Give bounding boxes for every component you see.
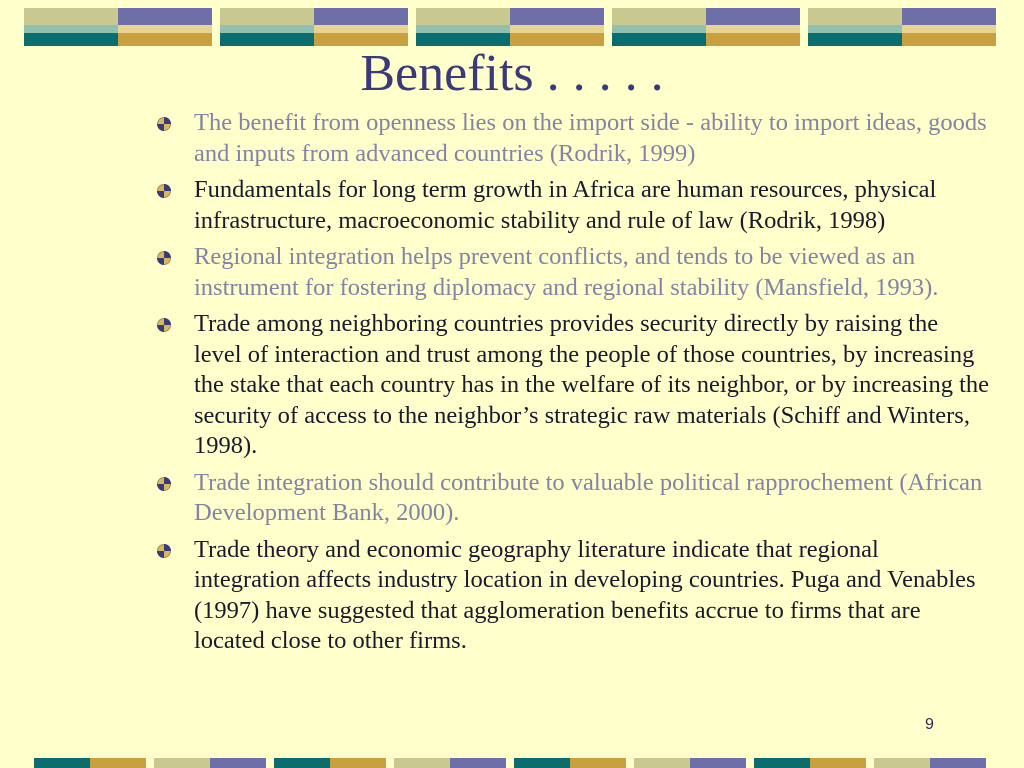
bullet-icon xyxy=(157,477,171,491)
decor-tile xyxy=(612,8,800,46)
bullet-item xyxy=(155,242,990,303)
bullet-text: The benefit from openness lies on the import side - ability to import ideas, goods and inputs from advanced countries (Rodrik, 1999) xyxy=(194,109,987,167)
decor-tile xyxy=(24,8,212,46)
bottom-decorative-bar xyxy=(0,758,1024,768)
bullet-text: Trade integration should contribute to valuable political rapprochement (African Development Bank, 2000). xyxy=(194,468,983,526)
decor-tile xyxy=(416,8,604,46)
bullet-list xyxy=(155,108,990,663)
bullet-item xyxy=(155,175,990,236)
bullet-text: Trade theory and economic geography literature indicate that regional integration affects industry location in developing countries. Puga and Venables (1997) have suggested that agglomeration benefits accrue to firms that are located close to other firms. xyxy=(194,535,976,654)
bullet-icon xyxy=(157,184,171,198)
bullet-icon xyxy=(157,117,171,131)
bullet-icon xyxy=(157,544,171,558)
bullet-item xyxy=(155,468,990,529)
page-number: 9 xyxy=(925,716,934,733)
bullet-text: Fundamentals for long term growth in Africa are human resources, physical infrastructure, macroeconomic stability and rule of law (Rodrik, 1998) xyxy=(194,176,937,234)
bullet-text: Regional integration helps prevent conflicts, and tends to be viewed as an instrument for fostering diplomacy and regional stability (Mansfield, 1993). xyxy=(194,243,939,301)
bullet-item xyxy=(155,309,990,462)
decor-tile xyxy=(808,8,996,46)
slide-title: Benefits . . . . . xyxy=(360,45,664,102)
bullet-icon xyxy=(157,318,171,332)
decor-tile xyxy=(220,8,408,46)
bullet-item xyxy=(155,108,990,169)
bullet-icon xyxy=(157,251,171,265)
bullet-item xyxy=(155,535,990,657)
bullet-text: Trade among neighboring countries provides security directly by raising the level of interaction and trust among the people of those countries, by increasing the stake that each country has in the welfare of its neighbor, or by increasing the security of access to the neighbor’s strategic raw materials (Schiff and Winters, 1998). xyxy=(194,310,989,459)
